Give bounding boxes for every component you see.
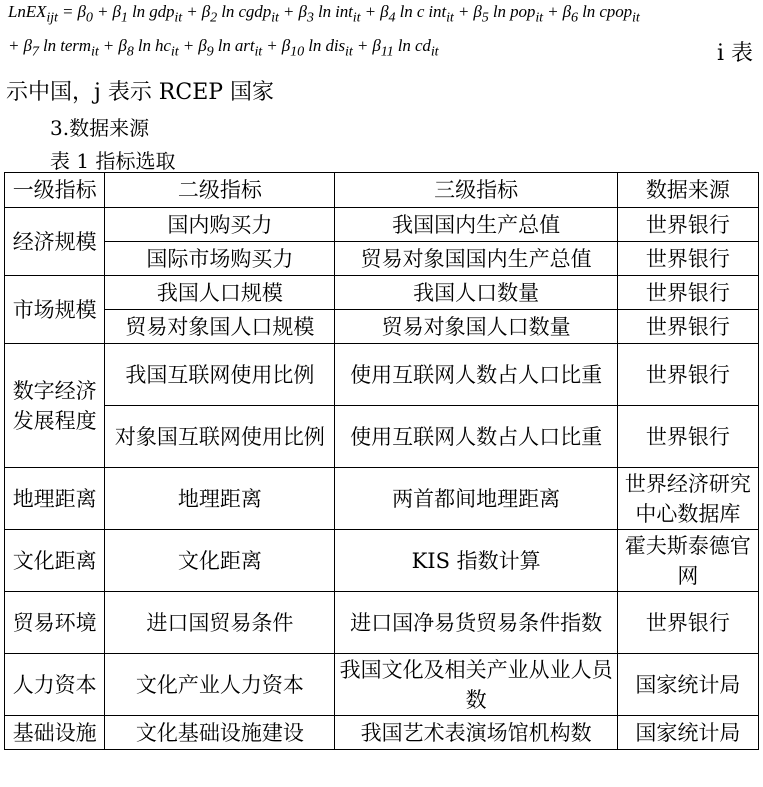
note-line: 示中国，j 表示 RCEP 国家	[6, 80, 275, 105]
source-cell: 霍夫斯泰德官网	[617, 530, 758, 592]
level1-cell: 基础设施	[5, 716, 105, 750]
level2-cell: 对象国互联网使用比例	[105, 406, 335, 468]
section-title: 3.数据来源	[50, 116, 150, 140]
table-row	[5, 276, 759, 310]
level1-cell: 文化距离	[5, 530, 105, 592]
level3-cell: 贸易对象国人口数量	[335, 310, 617, 344]
header-level1: 一级指标	[5, 173, 105, 208]
source-cell: 世界银行	[617, 592, 758, 654]
level2-cell: 文化距离	[105, 530, 335, 592]
source-cell: 世界银行	[617, 406, 758, 468]
level1-cell: 经济规模	[5, 208, 105, 276]
formula-line-2: + $\beta_7$ ln term$_{it}$ + $\beta_8$ $\ln hc_{it} + \beta_9$ $\ln art_{it} + \beta_{10}$ $\ln dis_{it} + \beta_{11}$ $\ln cd_{it}$	[8, 36, 439, 60]
level3-cell: 我国艺术表演场馆机构数	[335, 716, 617, 750]
level3-cell: 贸易对象国国内生产总值	[335, 242, 617, 276]
level1-cell: 地理距离	[5, 468, 105, 530]
table-row	[5, 310, 759, 344]
level3-cell: 使用互联网人数占人口比重	[335, 344, 617, 406]
level1-cell: 贸易环境	[5, 592, 105, 654]
level3-cell: 我国国内生产总值	[335, 208, 617, 242]
formula-line-1: LnEX$_{ijt}$ = $\beta_0 + \beta_1$ $\ln gdp_{it} + \beta_2$ ln cgdp$_{it}$ + $\beta_3$ $\ln int_{it} + \beta_4$ ln c $int_{it} + \beta_5$ $\ln pop_{it} + \beta_6$ ln cpop$_{it}$	[8, 2, 640, 26]
level1-cell: 人力资本	[5, 654, 105, 716]
header-level2: 二级指标	[105, 173, 335, 208]
header-level3: 三级指标	[335, 173, 617, 208]
header-source: 数据来源	[617, 173, 758, 208]
table-row	[5, 208, 759, 242]
table-row	[5, 242, 759, 276]
table-row	[5, 406, 759, 468]
source-cell: 世界银行	[617, 344, 758, 406]
table-row	[5, 592, 759, 654]
level3-cell: 进口国净易货贸易条件指数	[335, 592, 617, 654]
level3-cell: 两首都间地理距离	[335, 468, 617, 530]
level2-cell: 地理距离	[105, 468, 335, 530]
level1-cell: 市场规模	[5, 276, 105, 344]
level2-cell: 进口国贸易条件	[105, 592, 335, 654]
table-header-row	[5, 173, 759, 208]
level2-cell: 贸易对象国人口规模	[105, 310, 335, 344]
source-cell: 国家统计局	[617, 716, 758, 750]
note-right-fragment: i 表	[716, 41, 753, 66]
level2-cell: 文化产业人力资本	[105, 654, 335, 716]
table-row	[5, 654, 759, 716]
indicator-table	[4, 172, 759, 750]
level2-cell: 我国人口规模	[105, 276, 335, 310]
table-row	[5, 530, 759, 592]
level2-cell: 国际市场购买力	[105, 242, 335, 276]
level1-cell: 数字经济发展程度	[5, 344, 105, 468]
table-row	[5, 344, 759, 406]
source-cell: 世界经济研究中心数据库	[617, 468, 758, 530]
table-caption: 表 1 指标选取	[50, 149, 176, 173]
source-cell: 世界银行	[617, 242, 758, 276]
level3-cell: KIS 指数计算	[335, 530, 617, 592]
source-cell: 国家统计局	[617, 654, 758, 716]
source-cell: 世界银行	[617, 276, 758, 310]
level3-cell: 使用互联网人数占人口比重	[335, 406, 617, 468]
level3-cell: 我国人口数量	[335, 276, 617, 310]
level3-cell: 我国文化及相关产业从业人员数	[335, 654, 617, 716]
level2-cell: 我国互联网使用比例	[105, 344, 335, 406]
table-row	[5, 716, 759, 750]
level2-cell: 国内购买力	[105, 208, 335, 242]
source-cell: 世界银行	[617, 310, 758, 344]
table-row	[5, 468, 759, 530]
level2-cell: 文化基础设施建设	[105, 716, 335, 750]
source-cell: 世界银行	[617, 208, 758, 242]
